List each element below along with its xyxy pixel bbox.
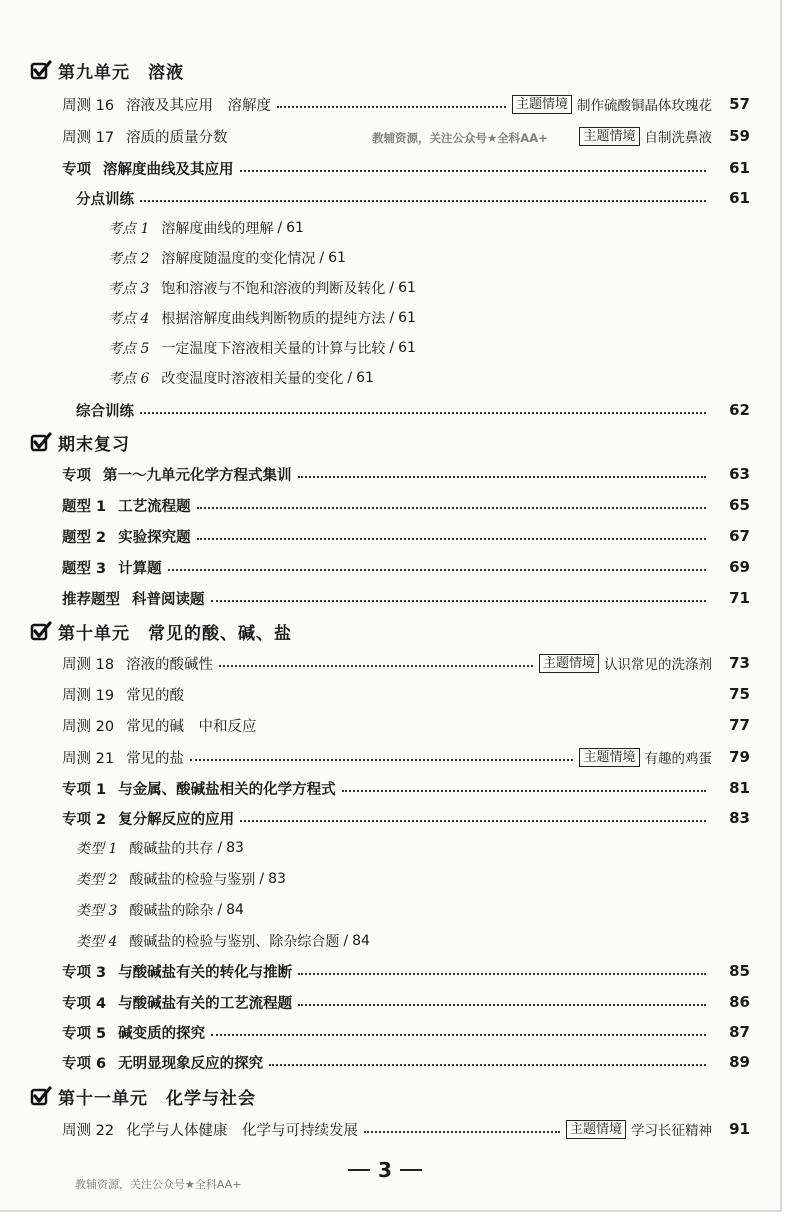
entry-title: 溶解度曲线及其应用 [103, 161, 234, 178]
theme-tag: 主题情境 [512, 95, 572, 114]
theme-text: 有趣的鸡蛋 [644, 751, 712, 767]
kaodian-text: 一定温度下溶液相关量的计算与比较 [161, 341, 386, 357]
entry-title: 无明显现象反应的探究 [118, 1055, 264, 1072]
page-number: 91 [729, 1120, 750, 1138]
entry-title: 与酸碱盐有关的工艺流程题 [118, 995, 293, 1012]
kaodian-label: 考点 1 [108, 221, 150, 237]
toc-entry[interactable] [62, 462, 750, 486]
entry-title: 复分解反应的应用 [118, 811, 235, 828]
kaodian-item[interactable]: 考点 2 溶解度随温度的变化情况 / 61 [108, 250, 346, 267]
dash-left [348, 1169, 370, 1171]
page-number: 71 [729, 589, 750, 607]
dot-leader [342, 790, 706, 792]
section-header [30, 56, 184, 84]
leixing-item[interactable]: 类型 4 酸碱盐的检验与鉴别、除杂综合题 / 84 [76, 933, 370, 950]
page-number: 67 [729, 527, 750, 545]
leixing-text: 酸碱盐的共存 [129, 841, 214, 857]
checkbox-checked-icon [30, 59, 52, 81]
theme-tag: 主题情境 [579, 748, 639, 767]
leixing-item[interactable]: 类型 2 酸碱盐的检验与鉴别 / 83 [76, 871, 286, 888]
dot-leader [140, 200, 706, 202]
entry-title: 化学与人体健康 化学与可持续发展 [126, 1122, 359, 1139]
entry-label: 分点训练 [76, 191, 134, 208]
entry-title: 常见的盐 [126, 750, 185, 767]
toc-entry[interactable] [62, 586, 750, 610]
page-number: 84 [352, 933, 370, 949]
entry-title: 常见的酸 [126, 687, 185, 704]
leixing-label: 类型 3 [76, 903, 118, 919]
page-number: 61 [398, 310, 416, 326]
page-number: 86 [729, 993, 750, 1011]
kaodian-item[interactable]: 考点 4 根据溶解度曲线判断物质的提纯方法 / 61 [108, 310, 416, 327]
toc-entry[interactable] [62, 713, 750, 737]
page-number: 61 [729, 189, 750, 207]
dot-leader [197, 538, 706, 540]
kaodian-item[interactable]: 考点 6 改变温度时溶液相关量的变化 / 61 [108, 370, 374, 387]
page-number: 61 [398, 280, 416, 296]
page-number: 75 [729, 685, 750, 703]
entry-label: 专项 2 [62, 811, 107, 828]
entry-title: 与酸碱盐有关的转化与推断 [118, 964, 293, 981]
page-number: 57 [729, 95, 750, 113]
dash-right [400, 1169, 422, 1171]
entry-title: 溶质的质量分数 [126, 129, 228, 146]
entry-title: 与金属、酸碱盐相关的化学方程式 [118, 781, 336, 798]
page-number: 83 [226, 840, 244, 856]
leixing-label: 类型 4 [76, 934, 118, 950]
entry-title: 实验探究题 [118, 529, 191, 546]
entry-label: 专项 1 [62, 781, 107, 798]
page-number: 63 [729, 465, 750, 483]
theme-text: 制作硫酸铜晶体玫瑰花 [577, 98, 712, 114]
dot-leader [140, 412, 706, 414]
theme-tag: 主题情境 [579, 127, 639, 146]
page-number: 61 [356, 370, 374, 386]
footer-page-number [340, 1158, 430, 1182]
entry-label: 周测 21 [62, 750, 115, 767]
dot-leader [269, 1064, 706, 1066]
toc-entry[interactable] [62, 555, 750, 579]
entry-title: 第一～九单元化学方程式集训 [103, 467, 292, 484]
dot-leader [298, 1004, 706, 1006]
leixing-text: 酸碱盐的检验与鉴别、除杂综合题 [129, 934, 340, 950]
dot-leader [190, 759, 573, 761]
kaodian-label: 考点 2 [108, 251, 150, 267]
leixing-label: 类型 2 [76, 872, 118, 888]
entry-label: 周测 17 [62, 129, 115, 146]
leixing-text: 酸碱盐的除杂 [129, 903, 214, 919]
toc-entry[interactable] [62, 1050, 750, 1074]
page-number: 69 [729, 558, 750, 576]
entry-title: 碱变质的探究 [118, 1025, 206, 1042]
entry-label: 周测 20 [62, 718, 115, 735]
kaodian-text: 溶解度曲线的理解 [161, 221, 274, 237]
toc-entry[interactable] [62, 806, 750, 830]
page-number: 61 [729, 159, 750, 177]
kaodian-item[interactable]: 考点 1 溶解度曲线的理解 / 61 [108, 220, 304, 237]
dot-leader [240, 170, 707, 172]
dot-leader [240, 820, 706, 822]
entry-label: 专项 5 [62, 1025, 107, 1042]
entry-title: 常见的碱 中和反应 [126, 718, 257, 735]
section-title: 第九单元 溶液 [58, 62, 184, 83]
toc-entry[interactable] [62, 524, 750, 548]
entry-title: 科普阅读题 [132, 591, 205, 608]
entry-label: 周测 16 [62, 97, 115, 114]
leixing-text: 酸碱盐的检验与鉴别 [129, 872, 256, 888]
kaodian-label: 考点 4 [108, 311, 150, 327]
toc-entry[interactable] [76, 186, 750, 210]
entry-title: 计算题 [118, 560, 162, 577]
toc-entry[interactable] [62, 493, 750, 517]
checkbox-checked-icon [30, 1085, 52, 1107]
entry-label: 专项 6 [62, 1055, 107, 1072]
toc-entry[interactable] [62, 156, 750, 180]
section-header [30, 1082, 256, 1110]
toc-entry[interactable] [62, 1020, 750, 1044]
page-number: 83 [268, 871, 286, 887]
page-number: 84 [226, 902, 244, 918]
checkbox-checked-icon [30, 431, 52, 453]
dot-leader [298, 476, 707, 478]
entry-label: 周测 22 [62, 1122, 115, 1139]
page-number: 65 [729, 496, 750, 514]
page-number: 83 [729, 809, 750, 827]
leixing-item[interactable]: 类型 1 酸碱盐的共存 / 83 [76, 840, 244, 857]
entry-label: 专项 [62, 467, 91, 484]
section-title: 第十一单元 化学与社会 [58, 1088, 256, 1109]
toc-entry[interactable] [62, 959, 750, 983]
toc-entry[interactable] [62, 1117, 750, 1141]
entry-label: 题型 3 [62, 560, 107, 577]
leixing-label: 类型 1 [76, 841, 118, 857]
kaodian-label: 考点 3 [108, 281, 150, 297]
page-number: 61 [328, 250, 346, 266]
kaodian-text: 改变温度时溶液相关量的变化 [161, 371, 344, 387]
page-number: 79 [729, 748, 750, 766]
entry-label: 题型 2 [62, 529, 107, 546]
page-number: 61 [286, 220, 304, 236]
dot-leader [197, 507, 706, 509]
dot-leader [364, 1131, 560, 1133]
theme-text: 学习长征精神 [631, 1123, 712, 1139]
page-number: 89 [729, 1053, 750, 1071]
kaodian-label: 考点 5 [108, 341, 150, 357]
page-number: 62 [729, 401, 750, 419]
kaodian-item[interactable]: 考点 3 饱和溶液与不饱和溶液的判断及转化 / 61 [108, 280, 416, 297]
toc-entry[interactable] [62, 745, 750, 769]
entry-label: 综合训练 [76, 403, 134, 420]
dot-leader [298, 973, 706, 975]
page-number: 81 [729, 779, 750, 797]
entry-title: 工艺流程题 [118, 498, 191, 515]
kaodian-text: 饱和溶液与不饱和溶液的判断及转化 [161, 281, 386, 297]
watermark-text: 教辅资源，关注公众号★全科AA+ [372, 131, 548, 145]
kaodian-text: 根据溶解度曲线判断物质的提纯方法 [161, 311, 386, 327]
entry-label: 周测 18 [62, 656, 115, 673]
section-title: 期末复习 [58, 434, 130, 455]
page-number: 59 [729, 127, 750, 145]
footer-watermark: 教辅资源，关注公众号★全科AA+ [75, 1178, 242, 1191]
page-number: 61 [398, 340, 416, 356]
section-header [30, 617, 292, 645]
toc-entry[interactable] [62, 776, 750, 800]
toc-entry[interactable] [62, 92, 750, 116]
entry-label: 专项 4 [62, 995, 107, 1012]
dot-leader [211, 600, 707, 602]
kaodian-item[interactable]: 考点 5 一定温度下溶液相关量的计算与比较 / 61 [108, 340, 416, 357]
toc-entry[interactable] [62, 651, 750, 675]
entry-label: 周测 19 [62, 687, 115, 704]
page-number: 85 [729, 962, 750, 980]
section-title: 第十单元 常见的酸、碱、盐 [58, 623, 292, 644]
section-header [30, 428, 130, 456]
theme-tag: 主题情境 [566, 1120, 626, 1139]
entry-label: 专项 3 [62, 964, 107, 981]
page-number: 87 [729, 1023, 750, 1041]
toc-entry[interactable] [76, 398, 750, 422]
theme-text: 自制洗鼻液 [644, 130, 712, 146]
leixing-item[interactable]: 类型 3 酸碱盐的除杂 / 84 [76, 902, 244, 919]
entry-label: 专项 [62, 161, 91, 178]
entry-label: 题型 1 [62, 498, 107, 515]
kaodian-label: 考点 6 [108, 371, 150, 387]
toc-entry[interactable] [62, 682, 750, 706]
checkbox-checked-icon [30, 620, 52, 642]
theme-text: 认识常见的洗涤剂 [604, 657, 712, 673]
entry-label: 推荐题型 [62, 591, 120, 608]
page-number: 3 [378, 1158, 392, 1182]
entry-title: 溶液的酸碱性 [126, 656, 214, 673]
toc-entry[interactable] [62, 990, 750, 1014]
dot-leader [219, 665, 533, 667]
theme-tag: 主题情境 [539, 654, 599, 673]
page-number: 73 [729, 654, 750, 672]
dot-leader [277, 106, 506, 108]
kaodian-text: 溶解度随温度的变化情况 [161, 251, 316, 267]
dot-leader [168, 569, 706, 571]
page-number: 77 [729, 716, 750, 734]
entry-title: 溶液及其应用 溶解度 [126, 97, 272, 114]
dot-leader [211, 1034, 706, 1036]
